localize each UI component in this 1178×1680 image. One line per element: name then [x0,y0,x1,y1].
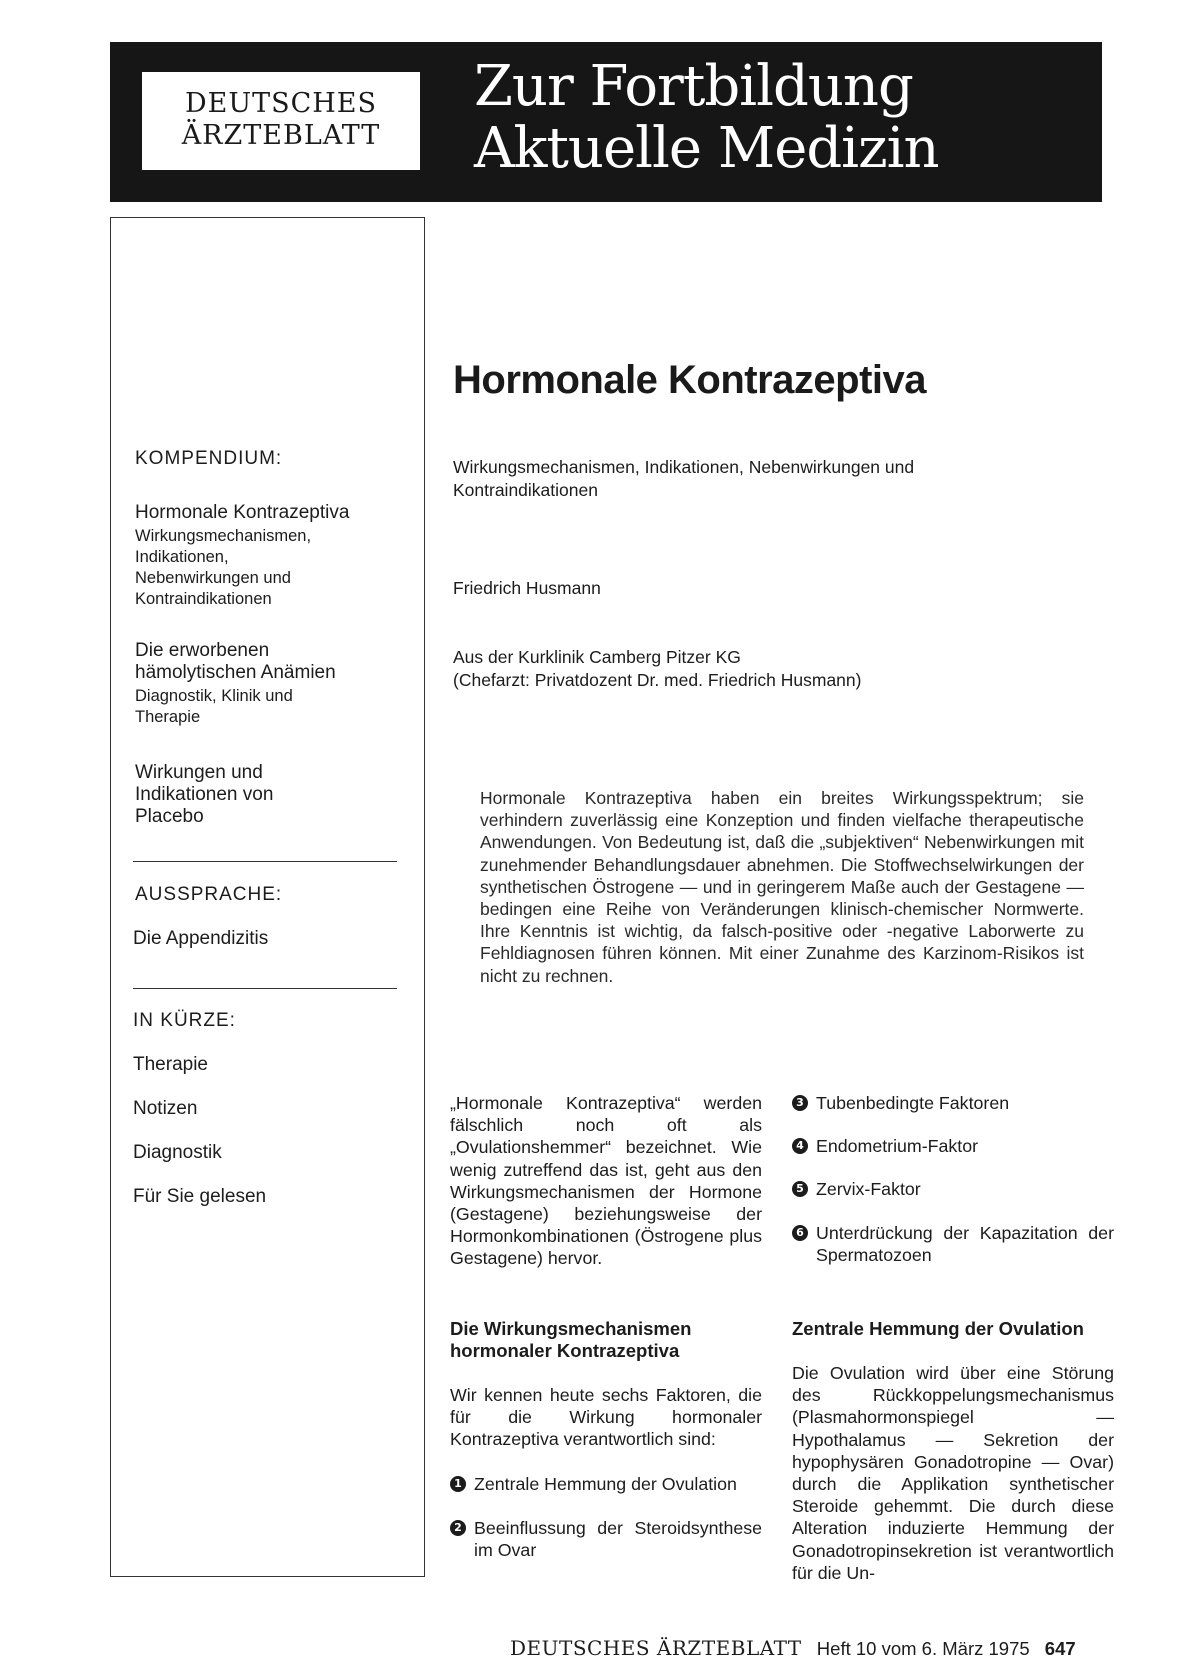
article-affiliation [453,646,1013,692]
number-6-icon: 6 [792,1225,808,1241]
intro-column [450,1092,762,1270]
article-title: Hormonale Kontrazeptiva [453,358,927,402]
section-1-text: Wir kennen heute sechs Faktoren, die für die Wirkung hormonaler Kontrazeptiva verantwortlich sind: [450,1385,762,1450]
article-subtitle: Wirkungsmechanismen, Indikationen, Nebenwirkungen und Kontraindikationen [453,457,915,500]
affiliation-line-2: (Chefarzt: Privatdozent Dr. med. Friedrich Husmann) [453,670,862,690]
divider [133,861,397,862]
kompendium-label: KOMPENDIUM: [135,448,283,469]
factor-item [450,1517,762,1561]
section-title [474,56,939,180]
section-title-line-2: Aktuelle Medizin [474,116,939,181]
factor-item [792,1092,1114,1114]
number-2-icon: 2 [450,1520,466,1536]
kompendium-section [135,448,404,470]
kompendium-entry-title: Wirkungen und Indikationen von Placebo [135,762,274,827]
kompendium-entry-sub: Diagnostik, Klinik und Therapie [135,687,293,726]
footer-issue: Heft 10 vom 6. März 1975 [816,1638,1030,1659]
section-title-line-1: Zur Fortbildung [474,54,913,119]
kompendium-entry[interactable] [135,502,404,610]
section-1-column [450,1318,762,1561]
kompendium-entry-sub: Wirkungsmechanismen, Indikationen, Nebenwirkungen und Kontraindikationen [135,527,312,608]
article-author: Friedrich Husmann [453,578,601,598]
section-2-text: Die Ovulation wird über eine Störung des Rückkoppelungsmechanismus (Plasmahormonspiegel — Hypothalamus — Sekretion der hypophysären Gonadotropine — Ovar) durch die Applikation synthetischer Steroide gehemmt. Die durch diese Alteration induzierte Hemmung der Gonadotropinsekretion ist verantwortlich für die Un- [792,1363,1114,1583]
kuerze-item[interactable]: Diagnostik [133,1142,222,1163]
kompendium-entry-title: Hormonale Kontrazeptiva [135,502,350,523]
kuerze-item[interactable]: Notizen [133,1098,198,1119]
kuerze-item[interactable]: Therapie [133,1054,208,1075]
page-footer [510,1636,1110,1660]
factor-item [450,1473,762,1495]
page-number: 647 [1044,1638,1076,1659]
number-3-icon: 3 [792,1095,808,1111]
kompendium-entry[interactable] [135,762,404,828]
kuerze-section [133,1010,404,1032]
factor-item [792,1222,1114,1266]
kompendium-entry-title: Die erworbenen hämolytischen Anämien [135,640,336,683]
factor-text: Unterdrückung der Kapazitation der Spermatozoen [816,1222,1114,1265]
section-2-heading: Zentrale Hemmung der Ovulation [792,1318,1084,1339]
aussprache-item: Die Appendizitis [133,928,269,949]
logo-line-1: DEUTSCHES [184,88,378,119]
factor-text: Zentrale Hemmung der Ovulation [474,1473,737,1494]
logo [142,72,420,170]
number-1-icon: 1 [450,1476,466,1492]
kuerze-list [133,1054,404,1208]
number-5-icon: 5 [792,1181,808,1197]
number-4-icon: 4 [792,1138,808,1154]
intro-paragraph: „Hormonale Kontrazeptiva“ werden fälschlich noch oft als „Ovulationshemmer“ bezeichnet. Wie wenig zutreffend das ist, geht aus den Wirkungsmechanismen der Hormone (Gestagene) beziehungsweise der Hormonkombinationen (Östrogene plus Gestagene) hervor. [450,1093,762,1269]
aussprache-entry[interactable] [133,928,404,950]
factor-text: Zervix-Faktor [816,1179,921,1200]
contents-sidebar [110,217,425,1577]
factor-item [792,1135,1114,1157]
divider [133,988,397,989]
header-banner [110,42,1102,202]
footer-publication: DEUTSCHES ÄRZTEBLATT [510,1636,802,1660]
factor-list-continued [792,1092,1114,1266]
aussprache-label: AUSSPRACHE: [135,884,283,905]
article-abstract: Hormonale Kontrazeptiva haben ein breites Wirkungsspektrum; sie verhindern zuverlässig eine Konzeption und finden vielfache therapeutische Anwendungen. Von Bedeutung ist, daß die „subjektiven“ Nebenwirkungen mit zunehmender Behandlungsdauer abnehmen. Die Stoffwechselwirkungen der synthetischen Östrogene — und in geringerem Maße auch der Gestagene — bedingen eine Reihe von Veränderungen klinisch-chemischer Normwerte. Ihre Kenntnis ist wichtig, da falsch-positive oder -negative Laborwerte zu Fehldiagnosen führen können. Mit einer Zunahme des Karzinom-Risikos ist nicht zu rechnen. [480,788,1084,986]
factor-item [792,1178,1114,1200]
logo-line-2: ÄRZTEBLATT [181,120,381,151]
factor-text: Endometrium-Faktor [816,1136,979,1157]
section-1-heading: Die Wirkungsmechanismen hormonaler Kontrazeptiva [450,1318,692,1361]
kompendium-entry[interactable] [135,640,404,728]
kuerze-item[interactable]: Für Sie gelesen [133,1186,267,1207]
section-2-column [792,1318,1114,1584]
factor-text: Tubenbedingte Faktoren [816,1093,1010,1113]
factor-text: Beeinflussung der Steroidsynthese im Ovar [474,1517,762,1561]
affiliation-line-1: Aus der Kurklinik Camberg Pitzer KG [453,647,741,667]
kuerze-label: IN KÜRZE: [133,1010,236,1031]
aussprache-section [135,884,404,906]
